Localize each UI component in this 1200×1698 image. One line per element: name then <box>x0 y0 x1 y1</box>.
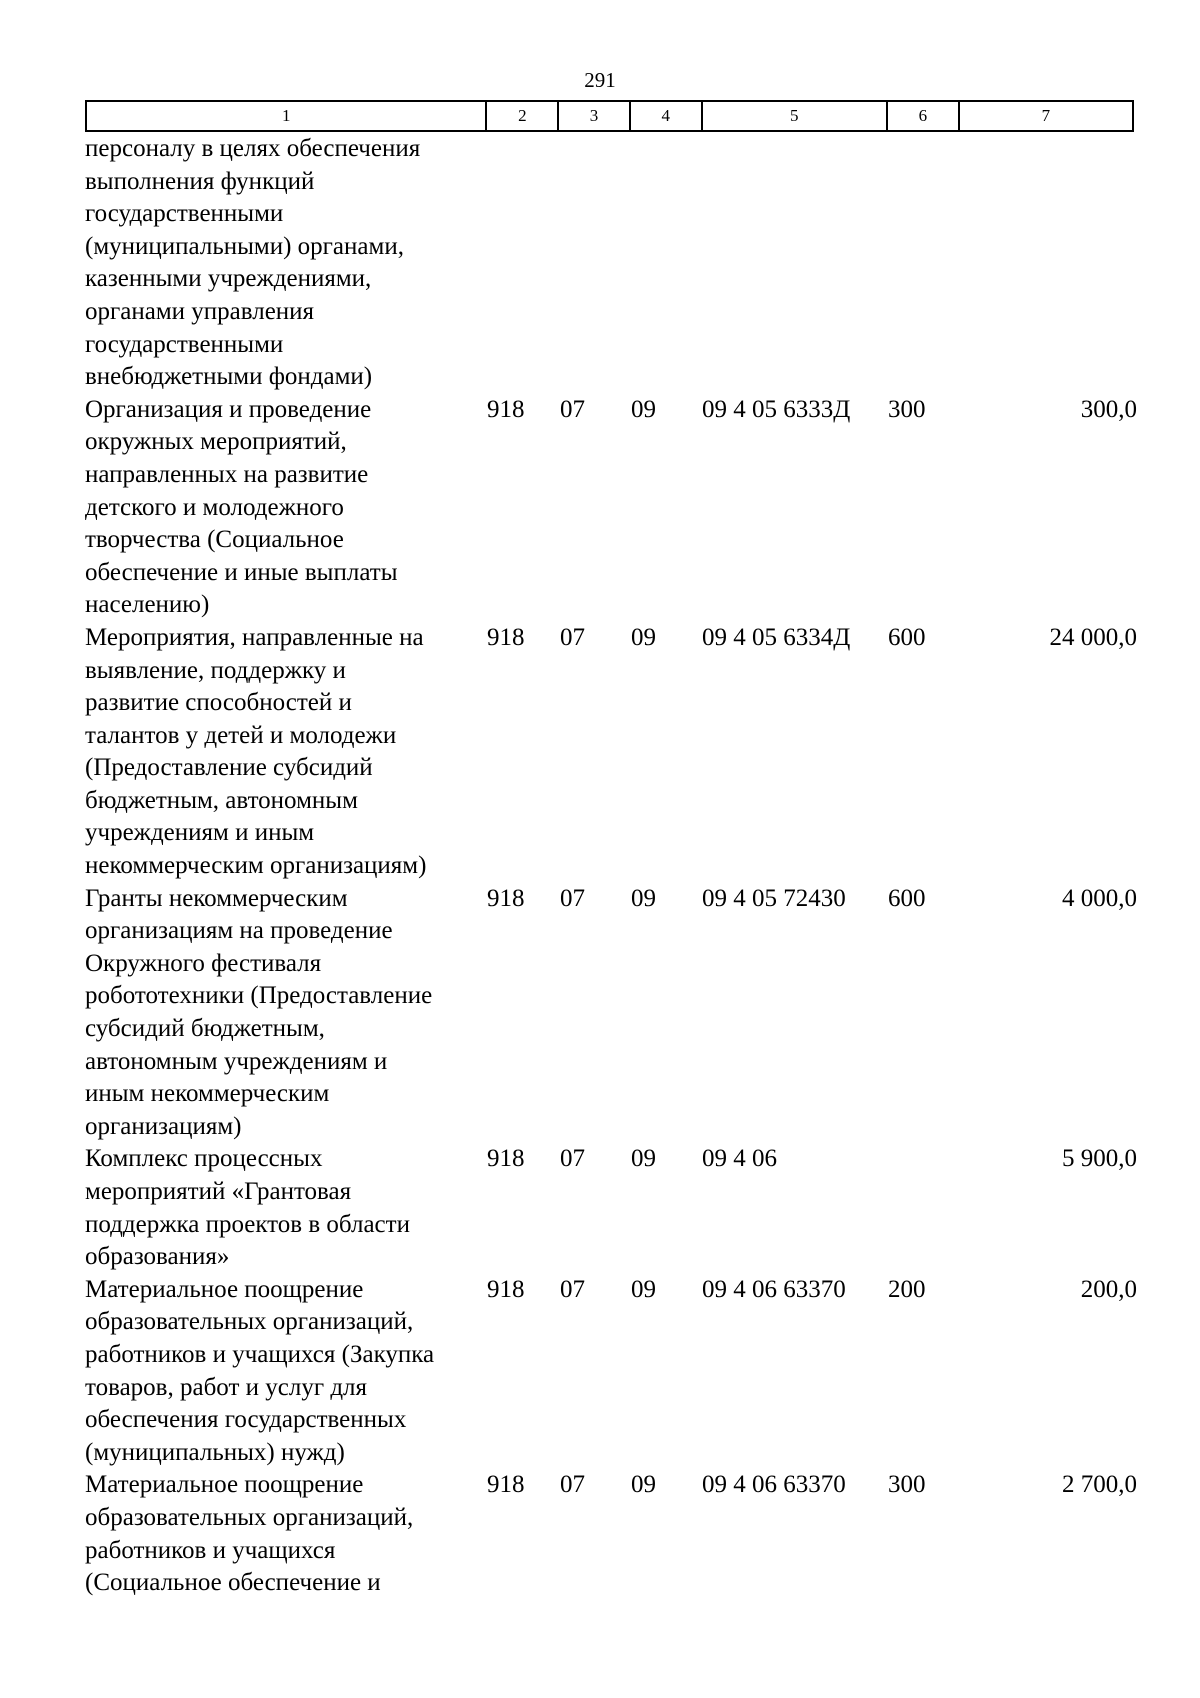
header-col-5: 5 <box>703 102 888 130</box>
row-admin-code: 918 <box>487 1145 525 1173</box>
row-subsection: 09 <box>631 1145 656 1173</box>
table-row <box>85 1274 1135 1470</box>
row-name: Комплекс процессных мероприятий «Грантовая поддержка проектов в области образования» <box>85 1145 410 1271</box>
header-col-3: 3 <box>559 102 631 130</box>
header-col-1: 1 <box>87 102 487 130</box>
row-admin-code: 918 <box>487 1471 525 1499</box>
row-section: 07 <box>560 1471 585 1499</box>
header-col-6: 6 <box>888 102 960 130</box>
row-subsection: 09 <box>631 395 656 423</box>
row-name: Организация и проведение окружных мероприятий, направленных на развитие детского и молодежного творчества (Социальное обеспечение и иные выплаты населению) <box>85 395 398 619</box>
row-name: персоналу в целях обеспечения выполнения функций государственными (муниципальными) органами, казенными учреждениями, органами управления государственными внебюджетными фондами) <box>85 135 421 391</box>
row-name: Материальное поощрение образовательных организаций, работников и учащихся (Социальное обеспечение и <box>85 1471 414 1597</box>
row-target-article: 09 4 05 72430 <box>702 884 846 912</box>
table-row <box>85 622 1135 883</box>
row-section: 07 <box>560 623 585 651</box>
table-row <box>85 1469 1135 1599</box>
table-row <box>85 883 1135 1144</box>
row-section: 07 <box>560 1275 585 1303</box>
row-section: 07 <box>560 884 585 912</box>
header-col-7: 7 <box>1041 106 1051 125</box>
row-name: Гранты некоммерческим организациям на проведение Окружного фестиваля робототехники (Предоставление субсидий бюджетным, автономным учреждениям и иным некоммерческим организациям) <box>85 884 433 1140</box>
row-admin-code: 918 <box>487 1275 525 1303</box>
row-target-article: 09 4 06 63370 <box>702 1471 846 1499</box>
row-target-article: 09 4 05 6333Д <box>702 395 851 423</box>
row-subsection: 09 <box>631 623 656 651</box>
page-number: 291 <box>584 68 616 92</box>
row-amount: 5 900,0 <box>1062 1145 1137 1173</box>
row-expense-type: 600 <box>888 884 926 912</box>
row-expense-type: 300 <box>888 1471 926 1499</box>
row-amount: 4 000,0 <box>1062 884 1137 912</box>
row-amount: 200,0 <box>1080 1275 1137 1303</box>
row-target-article: 09 4 05 6334Д <box>702 623 851 651</box>
row-admin-code: 918 <box>487 395 525 423</box>
row-admin-code: 918 <box>487 884 525 912</box>
table-row <box>85 133 1135 394</box>
table-row <box>85 1143 1135 1273</box>
row-name: Материальное поощрение образовательных организаций, работников и учащихся (Закупка товаров, работ и услуг для обеспечения государственных (муниципальных) нужд) <box>85 1275 435 1466</box>
row-amount: 2 700,0 <box>1062 1471 1137 1499</box>
row-subsection: 09 <box>631 1471 656 1499</box>
row-expense-type: 200 <box>888 1275 926 1303</box>
header-col-4: 4 <box>631 102 703 130</box>
table-row <box>85 394 1135 622</box>
row-name: Мероприятия, направленные на выявление, поддержку и развитие способностей и талантов у детей и молодежи (Предоставление субсидий бюджетным, автономным учреждениям и иным некоммерческим организациям) <box>85 623 427 880</box>
table-header <box>85 100 1134 132</box>
row-expense-type: 600 <box>888 623 926 651</box>
row-target-article: 09 4 06 <box>702 1145 777 1173</box>
row-section: 07 <box>560 1145 585 1173</box>
row-expense-type: 300 <box>888 395 926 423</box>
row-target-article: 09 4 06 63370 <box>702 1275 846 1303</box>
row-subsection: 09 <box>631 1275 656 1303</box>
row-section: 07 <box>560 395 585 423</box>
row-amount: 24 000,0 <box>1049 623 1137 651</box>
row-amount: 300,0 <box>1080 395 1137 423</box>
table-body <box>85 133 1135 1600</box>
row-subsection: 09 <box>631 884 656 912</box>
header-col-2: 2 <box>487 102 559 130</box>
row-admin-code: 918 <box>487 623 525 651</box>
